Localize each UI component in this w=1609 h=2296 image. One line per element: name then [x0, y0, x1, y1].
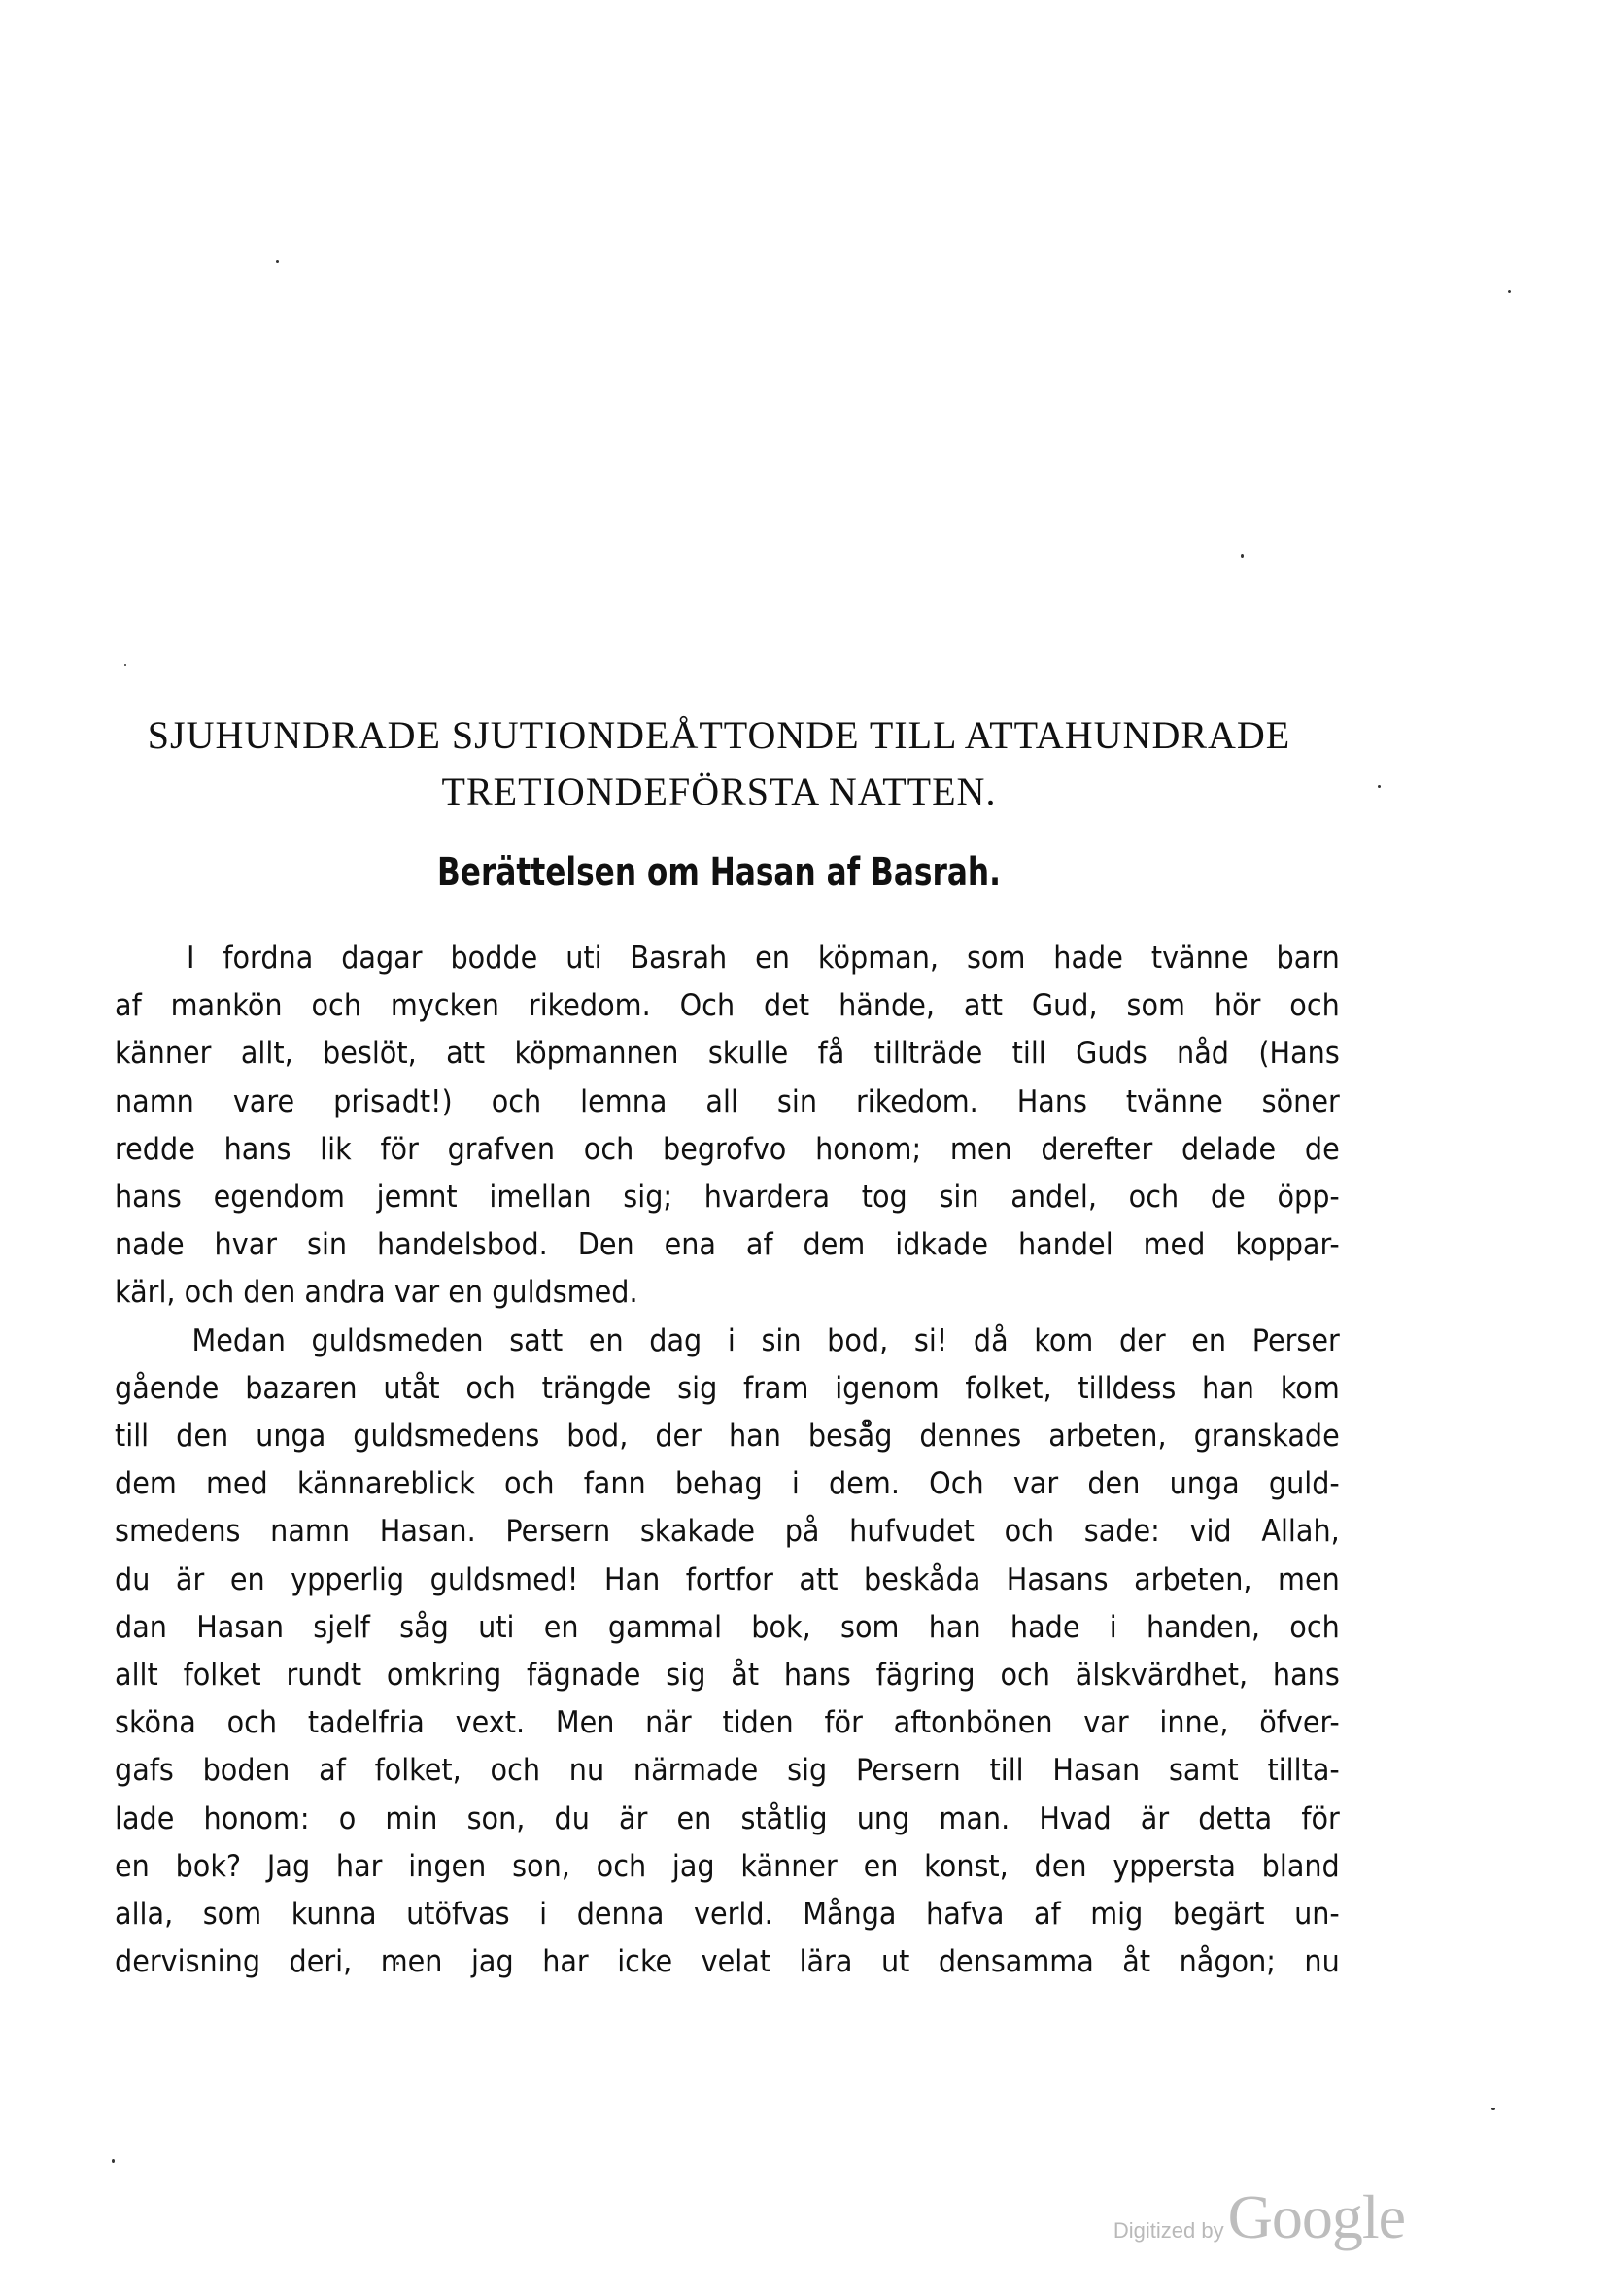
text-line: alla, som kunna utöfvas i denna verld. Många hafva af mig begärt un- — [115, 1897, 1340, 1933]
watermark-prefix: Digitized by — [1113, 2218, 1224, 2243]
body-text — [115, 935, 1340, 1986]
text-line: Medan guldsmeden satt en dag i sin bod, si! då kom der en Perser — [191, 1322, 1340, 1358]
text-line: dan Hasan sjelf såg uti en gammal bok, som han hade i handen, och — [115, 1609, 1340, 1645]
chapter-heading-line-1: SJUHUNDRADE SJUTIONDEÅTTONDE TILL ATTAHUNDRADE — [147, 713, 1291, 757]
text-line: till den unga guldsmedens bod, der han beså̊g dennes arbeten, granskade — [115, 1419, 1340, 1455]
text-line: redde hans lik för grafven och begrofvo honom; men derefter delade de — [115, 1131, 1340, 1167]
text-line: nade hvar sin handelsbod. Den ena af dem idkade handel med koppar- — [115, 1227, 1340, 1263]
text-line: gående bazaren utåt och trängde sig fram igenom folket, tilldess han kom — [115, 1370, 1340, 1406]
text-line: känner allt, beslöt, att köpmannen skulle få tillträde till Guds nåd (Hans — [115, 1036, 1340, 1072]
text-line: kärl, och den andra var en guldsmed. — [115, 1275, 638, 1311]
chapter-heading — [146, 707, 1292, 820]
story-title: Berättelsen om Hasan af Basrah. — [437, 850, 1001, 895]
text-line: allt folket rundt omkring fägnade sig åt hans fägring och älskvärdhet, hans — [115, 1658, 1340, 1694]
text-line: hans egendom jemnt imellan sig; hvardera tog sin andel, och de öpp- — [115, 1180, 1340, 1216]
text-line: gafs boden af folket, och nu närmade sig Persern till Hasan samt tillta- — [115, 1753, 1340, 1789]
chapter-heading-line-2: TRETIONDEFÖRSTA NATTEN. — [441, 770, 997, 813]
text-line: smedens namn Hasan. Persern skakade på hufvudet och sade: vid Allah, — [115, 1514, 1340, 1550]
google-logo: Google — [1227, 2182, 1405, 2251]
text-line: en bok? Jag har ingen son, och jag känner en konst, den yppersta bland — [115, 1848, 1340, 1884]
text-line: du är en ypperlig guldsmed! Han fortfor att beskåda Hasans arbeten, men — [115, 1561, 1340, 1597]
text-line: dem med kännareblick och fann behag i dem. Och var den unga guld- — [115, 1466, 1340, 1502]
text-line: namn vare prisadt!) och lemna all sin rikedom. Hans tvänne söner — [115, 1083, 1340, 1119]
text-line: lade honom: o min son, du är en ståtlig ung man. Hvad är detta för — [115, 1800, 1340, 1836]
text-line: I fordna dagar bodde uti Basrah en köpman, som hade tvänne barn — [187, 941, 1340, 976]
text-line: sköna och tadelfria vext. Men när tiden för aftonbönen var inne, öfver- — [115, 1705, 1340, 1741]
digitized-by-google-watermark — [1113, 2181, 1405, 2253]
text-line: af mankön och mycken rikedom. Och det hände, att Gud, som hör och — [115, 988, 1340, 1024]
text-line: dervisning deri, men jag har icke velat lära ut densamma åt någon; nu — [115, 1944, 1340, 1980]
